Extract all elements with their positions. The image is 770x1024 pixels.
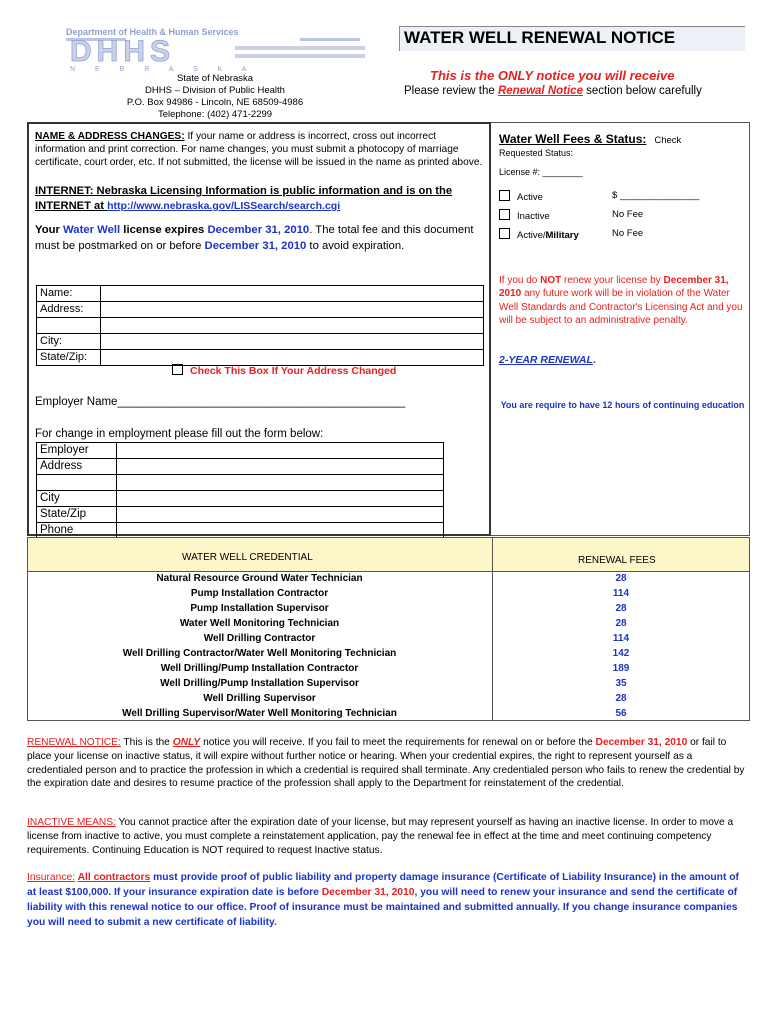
military-fee: No Fee: [612, 228, 644, 239]
inactive-fee: No Fee: [612, 209, 644, 220]
emp-label: State/Zip: [37, 507, 117, 523]
addr-label: State/Zip:: [37, 350, 101, 366]
exp-text: . The total fee and this document must be postmarked on or before: [35, 224, 474, 252]
review-pre: Please review the: [404, 85, 498, 97]
insurance-text: , you will need to renew your insurance and send the certificate of liability with this renewal notice to our office. Proof of insurance must be maintained and submitted annually. If you change insurance companies you will need to submit a new certificate of liability.: [27, 887, 738, 928]
credential-fee: 114: [612, 588, 630, 599]
two-year-renewal: [499, 354, 596, 366]
employer-address-field-2[interactable]: [117, 475, 444, 491]
credential-fee: 56: [615, 708, 627, 719]
name-address-changes: [35, 130, 485, 170]
addr-label: City:: [37, 334, 101, 350]
warn-text: renew your license by: [561, 275, 664, 286]
continuing-education-note: You are require to have 12 hours of continuing education: [500, 400, 745, 410]
internet-text: INTERNET: Nebraska Licensing Information is public information and is on the INTERNET at: [35, 185, 453, 212]
only-notice-text: This is the ONLY notice you will receive: [430, 68, 675, 83]
employment-table: [36, 442, 444, 539]
insurance-label: Insurance:: [27, 872, 76, 883]
status-label: Inactive: [517, 211, 550, 222]
emp-label: Address: [37, 459, 117, 475]
credential-name: Well Drilling Contractor/Water Well Monitoring Technician: [122, 648, 397, 659]
requested-status-label: Requested Status:: [499, 148, 574, 158]
name-field[interactable]: [101, 286, 484, 302]
renewal-text: or fail to place your license on inactive status, it will expire without further notice or hearing. When your credential expires, the right to represent yourself as a credentialed person and to practice the profession in which a credential is required shall terminate. Any credentialed person who fails to renew the credential by the expiration date and desires to resume practice of the profession shall apply to the Department for reinstatement of the credential.: [27, 737, 745, 790]
exp-text: to avoid expiration.: [306, 239, 405, 252]
addr-label: Name:: [37, 286, 101, 302]
fees-status-title: [499, 132, 681, 146]
credential-name: Pump Installation Supervisor: [190, 603, 329, 614]
renewal-date: December 31, 2010: [595, 737, 688, 748]
credential-fee: 28: [615, 693, 627, 704]
emp-label: Phone: [37, 523, 117, 539]
renewal-text: This is the: [120, 737, 173, 748]
employer-city-field[interactable]: [117, 491, 444, 507]
exp-credential: Water Well: [63, 224, 121, 236]
status-active-row: [499, 190, 543, 203]
employer-address-field[interactable]: [117, 459, 444, 475]
addr-label: Address:: [37, 302, 101, 318]
lis-search-link[interactable]: http://www.nebraska.gov/LISSearch/search.cgi: [107, 200, 341, 212]
credential-fee: 189: [612, 663, 630, 674]
inactive-text: You cannot practice after the expiration date of your license, but may represent yourself as having an inactive license. In order to move a license from inactive to active, you must complete a reinstatement application, pay the renewal fee in effect at the time and meet continuing competency requirements. Continuing Education is NOT required to request Inactive status.: [27, 817, 734, 856]
employer-field[interactable]: [117, 443, 444, 459]
status-label-military: Military: [545, 230, 579, 241]
insurance-date: December 31, 2010: [321, 887, 415, 898]
logo-top-text: Department of Health & Human Services: [66, 27, 239, 37]
status-inactive-row: [499, 209, 550, 222]
employment-change-instruction: For change in employment please fill out the form below:: [35, 428, 324, 440]
emp-label: [37, 475, 117, 491]
logo-main-text: DHHS: [70, 35, 176, 68]
credential-fee: 35: [615, 678, 627, 689]
credential-name: Natural Resource Ground Water Technician: [156, 573, 363, 584]
name-change-text: If your name or address is incorrect, cross out incorrect information and print correction. For name changes, you must submit a photocopy of marriage certificate, court order, etc. If not submitted, the license will be issued in the name as printed above.: [35, 131, 483, 169]
status-military-row: [499, 228, 579, 241]
insurance-all-contractors: All contractors: [77, 872, 151, 883]
agency-line: P.O. Box 94986 - Lincoln, NE 68509-4986: [126, 97, 304, 108]
renewal-notice-reference: Renewal Notice: [497, 85, 583, 97]
status-label: Active/: [517, 230, 546, 241]
military-checkbox[interactable]: [499, 228, 510, 239]
address-field[interactable]: [101, 302, 484, 318]
review-post: section below carefully: [582, 85, 702, 97]
exp-date: December 31, 2010: [204, 239, 307, 252]
non-renewal-warning: [499, 274, 744, 328]
agency-line: State of Nebraska: [176, 73, 254, 84]
check-label: Check: [654, 135, 682, 146]
credential-fee: 142: [612, 648, 630, 659]
credential-name: Well Drilling Contractor: [203, 633, 316, 644]
credential-fee: 28: [615, 603, 627, 614]
fees-column-header: RENEWAL FEES: [578, 555, 656, 566]
address-changed-label: Check This Box If Your Address Changed: [190, 365, 397, 377]
agency-line: DHHS – Division of Public Health: [145, 85, 285, 96]
addr-label: [37, 318, 101, 334]
address-changed-checkbox[interactable]: [172, 364, 183, 375]
emp-label: Employer: [37, 443, 117, 459]
internet-notice: [35, 184, 485, 214]
credential-name: Pump Installation Contractor: [190, 588, 329, 599]
exp-text: Your: [35, 224, 64, 236]
renewal-notice-paragraph: [27, 736, 747, 791]
inactive-means-paragraph: [27, 816, 747, 857]
two-year-dot: .: [592, 354, 596, 366]
name-change-label: NAME & ADDRESS CHANGES:: [35, 131, 185, 142]
inactive-label: INACTIVE MEANS:: [27, 817, 116, 828]
page-title: WATER WELL RENEWAL NOTICE: [404, 28, 676, 47]
credential-name: Well Drilling/Pump Installation Contractor: [160, 663, 359, 674]
credential-name: Well Drilling Supervisor/Water Well Monitoring Technician: [122, 708, 397, 719]
agency-line: Telephone: (402) 471-2299: [157, 109, 273, 120]
exp-text: license expires: [120, 224, 208, 236]
exp-date: December 31, 2010: [207, 224, 310, 236]
review-instruction: [404, 85, 702, 97]
expiration-notice: [35, 223, 485, 254]
two-year-label: 2-YEAR RENEWAL: [499, 354, 593, 366]
address-changed-checkbox-row: [172, 364, 396, 377]
insurance-text: must provide proof of public liability and property damage insurance (Certificate of Liability Insurance) in the amount of at least $100,000. If your insurance expiration date is before: [27, 872, 739, 898]
renewal-only: ONLY: [172, 737, 201, 748]
renewal-label: RENEWAL NOTICE:: [27, 737, 121, 748]
credential-column-header: WATER WELL CREDENTIAL: [182, 552, 313, 563]
employer-name-line: Employer Name_____________________________________________: [35, 396, 406, 408]
fees-status-box: [491, 122, 750, 536]
active-checkbox[interactable]: [499, 190, 510, 201]
credential-fee: 28: [615, 618, 627, 629]
emp-label: City: [37, 491, 117, 507]
address-field-2[interactable]: [101, 318, 484, 334]
status-label: Active: [517, 192, 543, 203]
warn-not: NOT: [540, 275, 562, 286]
fees-title-text: Water Well Fees & Status:: [499, 132, 647, 146]
warn-text: any future work will be in violation of the Water Well Standards and Contractor's Licensing Act and you will be subject to an administrative penalty.: [499, 288, 743, 327]
employer-state-zip-field[interactable]: [117, 507, 444, 523]
credential-name: Well Drilling/Pump Installation Supervisor: [160, 678, 359, 689]
dhhs-logo: [30, 26, 370, 72]
city-field[interactable]: [101, 334, 484, 350]
license-number: License #: ________: [499, 167, 583, 177]
agency-address: [90, 73, 340, 121]
inactive-checkbox[interactable]: [499, 209, 510, 220]
warn-date: December 31, 2010: [499, 275, 729, 300]
credential-fee: 28: [615, 573, 627, 584]
credential-fee: 114: [612, 633, 630, 644]
active-fee: $ _______________: [612, 190, 700, 201]
credential-name: Well Drilling Supervisor: [203, 693, 316, 704]
insurance-paragraph: [27, 870, 747, 930]
credential-name: Water Well Monitoring Technician: [179, 618, 340, 629]
renewal-text: notice you will receive. If you fail to meet the requirements for renewal on or before the: [200, 737, 596, 748]
warn-text: If you do: [499, 275, 541, 286]
logo-sub-text: N E B R A S K A: [70, 66, 256, 72]
address-table: [36, 285, 484, 366]
